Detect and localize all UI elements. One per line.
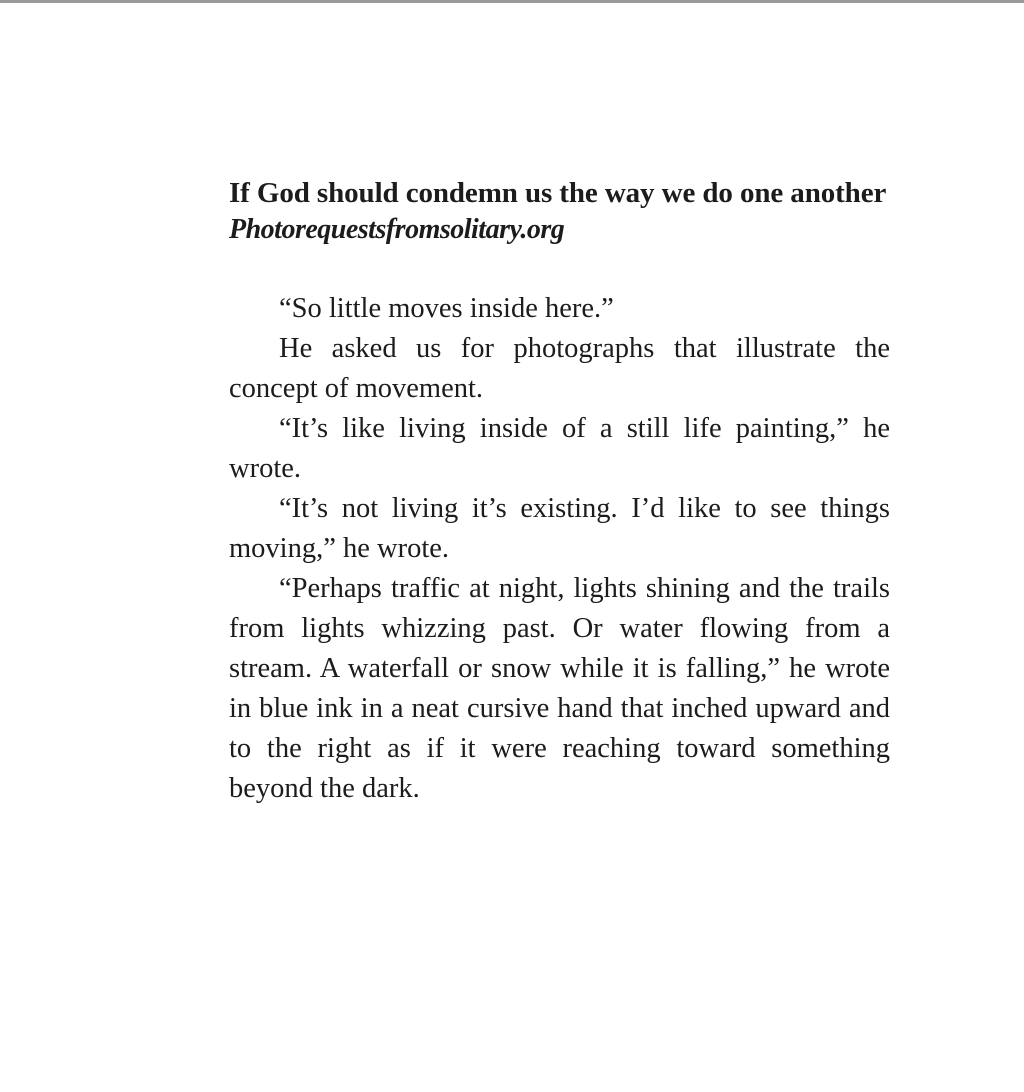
page-content — [229, 176, 890, 809]
paragraph: “So little moves inside here.” — [279, 293, 614, 324]
article-title: If God should condemn us the way we do one another — [229, 177, 887, 209]
paragraph: “It’s like living inside of a still life painting,” he wrote. — [229, 413, 890, 484]
paragraph: He asked us for photographs that illustrate the concept of movement. — [229, 333, 890, 404]
paragraph: “It’s not living it’s existing. I’d like to see things moving,” he wrote. — [229, 493, 890, 564]
paragraph: “Perhaps traffic at night, lights shining and the trails from lights whizzing past. Or water flowing from a stream. A waterfall or snow while it is falling,” he wrote in blue ink in a neat cursive hand that inched upward and to the right as if it were reaching toward something beyond the dark. — [229, 573, 890, 804]
article-source: Photorequestsfromsolitary.org — [229, 214, 565, 245]
top-border — [0, 0, 1024, 3]
article-body — [229, 289, 890, 809]
